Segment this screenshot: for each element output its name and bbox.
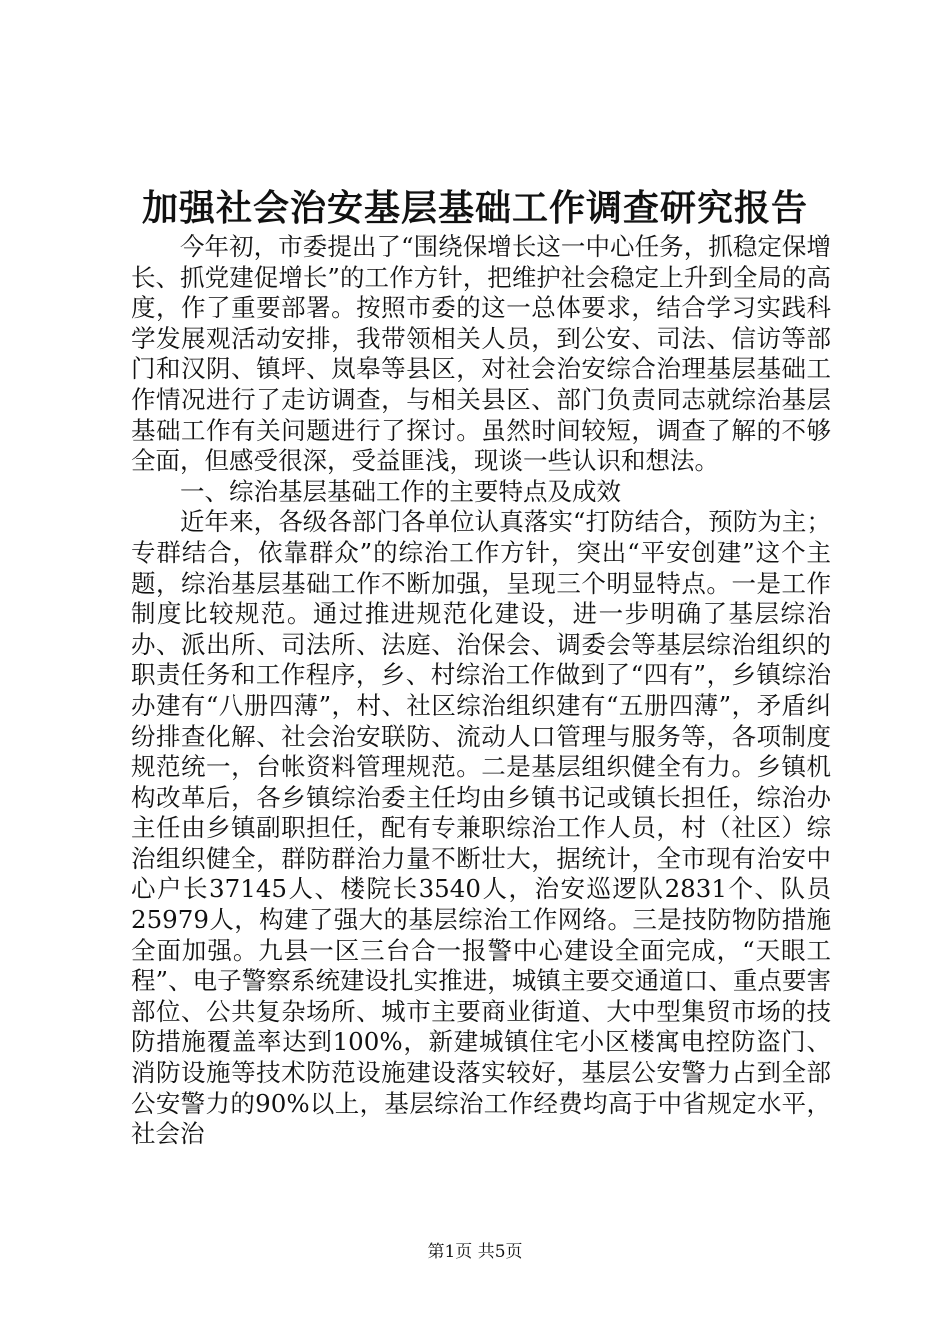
section-paragraph: 近年来，各级各部门各单位认真落实“打防结合，预防为主；专群结合，依靠群众”的综治工作方针，突出“平安创建”这个主题，综治基层基础工作不断加强，呈现三个明显特点。一是工作制度比较规范。通过推进规范化建设，进一步明确了基层综治办、派出所、司法所、法庭、治保会、调委会等基层综治组织的职责任务和工作程序，乡、村综治工作做到了“四有”，乡镇综治办建有“八册四薄”，村、社区综治组织建有“五册四薄”，矛盾纠纷排查化解、社会治安联防、流动人口管理与服务等，各项制度规范统一，台帐资料管理规范。二是基层组织健全有力。乡镇机构改革后，各乡镇综治委主任均由乡镇书记或镇长担任，综治办主任由乡镇副职担任，配有专兼职综治工作人员，村（社区）综治组织健全，群防群治力量不断壮大，据统计，全市现有治安中心户长37145人、楼院长3540人，治安巡逻队2831个、队员25979人，构建了强大的基层综治工作网络。三是技防物防措施全面加强。九县一区三台合一报警中心建设全面完成，“天眼工程”、电子警察系统建设扎实推进，城镇主要交通道口、重点要害部位、公共复杂场所、城市主要商业街道、大中型集贸市场的技防措施覆盖率达到100%，新建城镇住宅小区楼寓电控防盗门、消防设施等技术防范设施建设落实较好，基层公安警力占到全部公安警力的90%以上，基层综治工作经费均高于中省规定水平，社会治 — [131, 507, 831, 1149]
document-body — [131, 232, 831, 1150]
intro-paragraph: 今年初，市委提出了“围绕保增长这一中心任务，抓稳定保增长、抓党建促增长”的工作方针，把维护社会稳定上升到全局的高度，作了重要部署。按照市委的这一总体要求，结合学习实践科学发展观活动安排，我带领相关人员，到公安、司法、信访等部门和汉阴、镇坪、岚皋等县区，对社会治安综合治理基层基础工作情况进行了走访调查，与相关县区、部门负责同志就综治基层基础工作有关问题进行了探讨。虽然时间较短，调查了解的不够全面，但感受很深，受益匪浅，现谈一些认识和想法。 — [131, 232, 831, 476]
section-heading: 一、综治基层基础工作的主要特点及成效 — [180, 476, 621, 506]
page-footer: 第1页 共5页 — [427, 1242, 523, 1262]
document-title: 加强社会治安基层基础工作调查研究报告 — [141, 187, 808, 229]
